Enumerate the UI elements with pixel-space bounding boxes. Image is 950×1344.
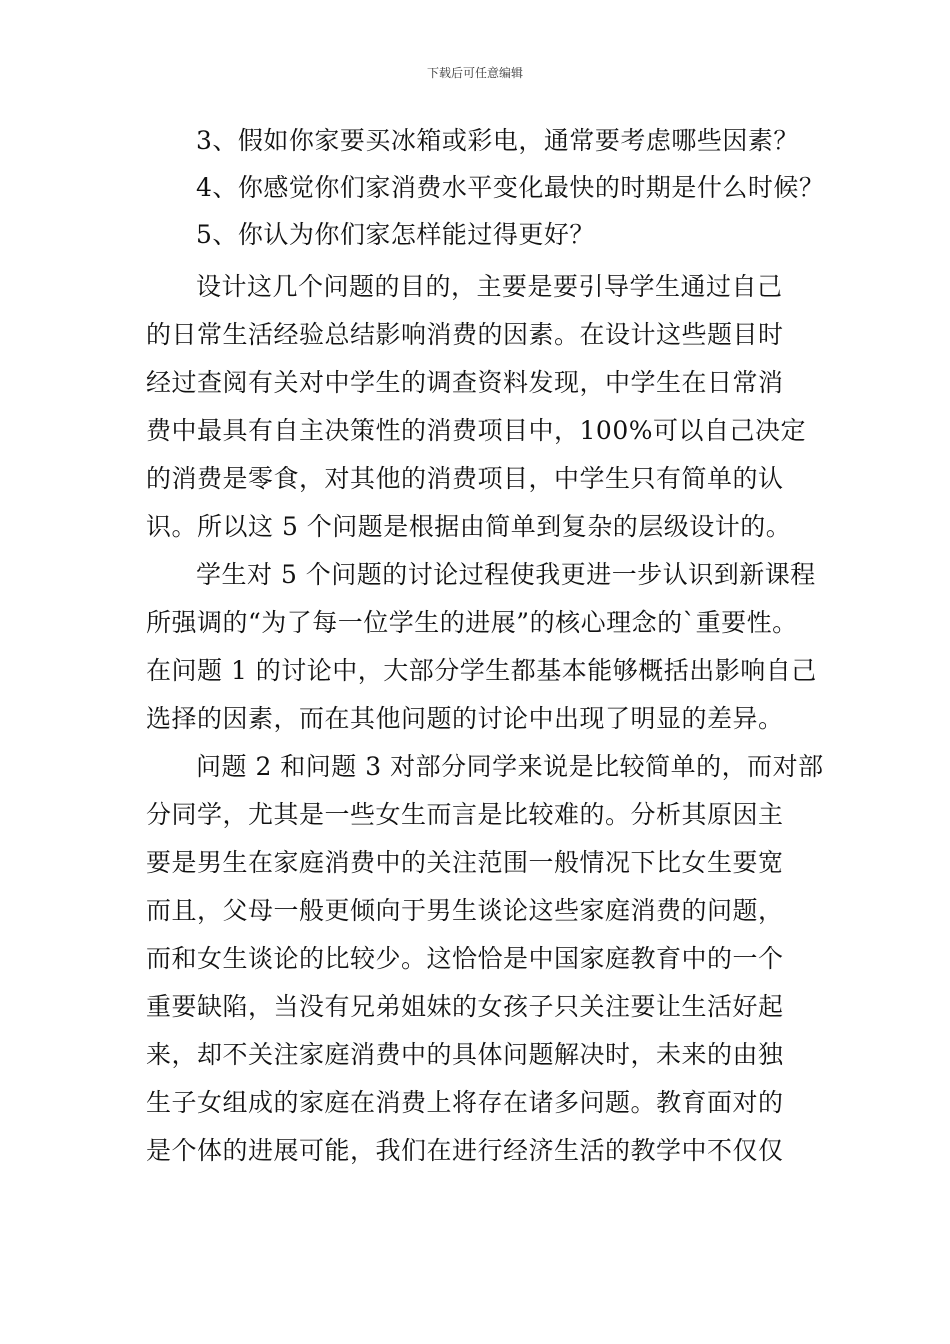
- paragraph-line: 在问题 1 的讨论中，大部分学生都基本能够概括出影响自己: [146, 656, 817, 685]
- question-3: 3、假如你家要买冰箱或彩电，通常要考虑哪些因素？: [196, 126, 799, 155]
- paragraph-line: 的日常生活经验总结影响消费的因素。在设计这些题目时: [146, 320, 784, 349]
- paragraph-line: 而和女生谈论的比较少。这恰恰是中国家庭教育中的一个: [146, 944, 784, 973]
- paragraph-line: 费中最具有自主决策性的消费项目中，100%可以自己决定: [146, 416, 806, 445]
- paragraph-line: 设计这几个问题的目的，主要是要引导学生通过自己: [196, 272, 783, 301]
- document-body: [146, 126, 825, 1186]
- paragraph-line: 的消费是零食，对其他的消费项目，中学生只有简单的认: [146, 464, 784, 493]
- paragraph-line: 选择的因素，而在其他问题的讨论中出现了明显的差异。: [146, 704, 784, 733]
- paragraph-line: 是个体的进展可能，我们在进行经济生活的教学中不仅仅: [146, 1136, 784, 1165]
- question-5: 5、你认为你们家怎样能过得更好？: [196, 220, 595, 249]
- paragraph-line: 问题 2 和问题 3 对部分同学来说是比较简单的，而对部: [196, 752, 824, 781]
- question-4: 4、你感觉你们家消费水平变化最快的时期是什么时候？: [196, 173, 825, 202]
- paragraph-line: 识。所以这 5 个问题是根据由简单到复杂的层级设计的。: [146, 512, 792, 541]
- paragraph-line: 分同学，尤其是一些女生而言是比较难的。分析其原因主: [146, 800, 784, 829]
- paragraph-line: 要是男生在家庭消费中的关注范围一般情况下比女生要宽: [146, 848, 784, 877]
- paragraph-line: 而且，父母一般更倾向于男生谈论这些家庭消费的问题，: [146, 896, 784, 925]
- paragraph-line: 重要缺陷，当没有兄弟姐妹的女孩子只关注要让生活好起: [146, 992, 784, 1021]
- page-header: 下载后可任意编辑: [426, 66, 523, 80]
- paragraph-line: 来，却不关注家庭消费中的具体问题解决时，未来的由独: [146, 1040, 784, 1069]
- paragraph-line: 学生对 5 个问题的讨论过程使我更进一步认识到新课程: [196, 560, 816, 589]
- paragraph-line: 经过查阅有关对中学生的调查资料发现，中学生在日常消: [146, 368, 784, 397]
- paragraph-line: 所强调的“为了每一位学生的进展”的核心理念的`重要性。: [146, 608, 798, 637]
- paragraph-line: 生子女组成的家庭在消费上将存在诸多问题。教育面对的: [146, 1088, 784, 1117]
